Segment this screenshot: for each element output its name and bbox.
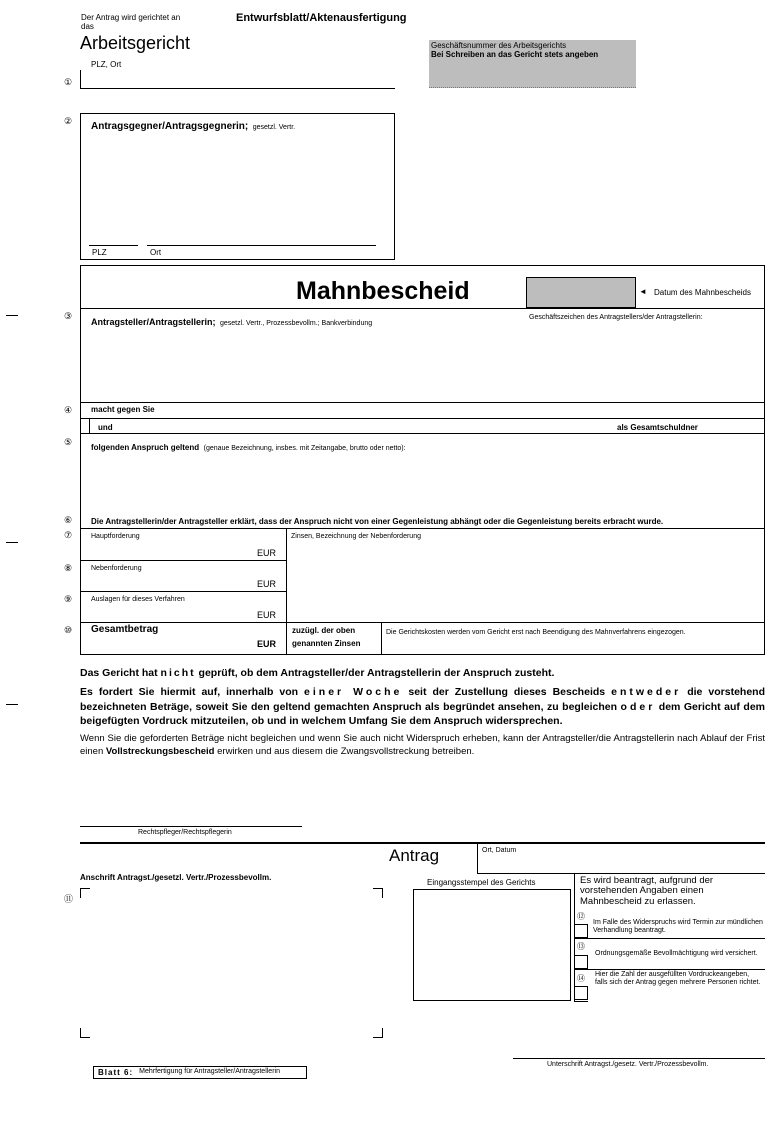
clerk-signature-line[interactable] bbox=[80, 826, 302, 827]
court-name: Arbeitsgericht bbox=[80, 33, 191, 53]
notice-paragraph-1 bbox=[80, 667, 765, 679]
option-oral-hearing: Im Falle des Widerspruchs wird Termin zur mündlichen Verhandlung beantragt. bbox=[593, 919, 763, 935]
circle-8: ⑧ bbox=[64, 563, 73, 573]
sheet-label-box bbox=[93, 1066, 307, 1079]
circle-10: ⑩ bbox=[64, 625, 73, 635]
request-text: Es wird beantragt, aufgrund der vorstehenden Angaben einen Mahnbescheid zu erlassen. bbox=[580, 875, 714, 907]
total-currency[interactable]: EUR bbox=[257, 639, 277, 649]
checkbox-form-count[interactable] bbox=[574, 986, 588, 1000]
mahnbescheid-date-label: Datum des Mahnbescheids bbox=[654, 288, 751, 297]
main-claim-label: Hauptforderung bbox=[91, 533, 140, 540]
applicant-title-row[interactable] bbox=[91, 312, 372, 330]
ancillary-claim-currency[interactable]: EUR bbox=[257, 579, 277, 589]
notice-p2-f: oder bbox=[620, 700, 656, 713]
clerk-signature-label: Rechtspfleger/Rechtspflegerin bbox=[138, 829, 232, 836]
circle-1: ① bbox=[64, 77, 73, 87]
joint-debtor-label: als Gesamtschuldner bbox=[617, 423, 698, 432]
antrag-title: Antrag bbox=[389, 846, 440, 865]
mahnbescheid-title: Mahnbescheid bbox=[296, 277, 470, 305]
applicant-reference-label: Geschäftszeichen des Antragstellers/der Antragstellerin: bbox=[529, 314, 703, 321]
stamp-label: Eingangsstempel des Gerichts bbox=[427, 878, 536, 887]
claim-note: (genaue Bezeichnung, insbes. mit Zeitangabe, brutto oder netto): bbox=[203, 445, 406, 452]
claim-title: folgenden Anspruch geltend bbox=[91, 443, 200, 452]
notice-p2-e: die vorstehend bezeichneten Beträge, soweit Sie den geltend gemachten Anspruch als begründet ansehen, zu begleichen bbox=[80, 686, 765, 713]
divider bbox=[574, 938, 765, 939]
court-costs-divider bbox=[381, 622, 382, 655]
circle-6: ⑥ bbox=[64, 515, 73, 525]
court-address-line[interactable] bbox=[80, 88, 395, 89]
corner-mark bbox=[80, 888, 90, 898]
circle-11: ⑪ bbox=[64, 894, 74, 904]
respondent-plz-label: PLZ bbox=[92, 248, 107, 257]
place-date-label[interactable]: Ort, Datum bbox=[482, 847, 517, 854]
applicant-signature-label: Unterschrift Antragst./gesetz. Vertr./Prozessbevollm. bbox=[547, 1061, 709, 1068]
main-claim-currency[interactable]: EUR bbox=[257, 548, 277, 558]
and-tick bbox=[89, 418, 90, 433]
corner-mark bbox=[80, 1028, 90, 1038]
notice-p2-g: dem Gericht auf dem beigefügten Vordruck mitzuteilen, ob und in welchem Umfang Sie dem Anspruch widersprechen. bbox=[80, 700, 766, 728]
circle-5: ⑤ bbox=[64, 437, 73, 447]
and-label: und bbox=[98, 423, 113, 432]
notice-p2-c: seit der Zustellung dieses Bescheids bbox=[402, 686, 612, 698]
sheet-description: Mehrfertigung für Antragsteller/Antragstellerin bbox=[139, 1068, 280, 1076]
notice-paragraph-2 bbox=[80, 685, 765, 729]
case-number-box[interactable] bbox=[429, 40, 636, 88]
plz-ort-label: PLZ, Ort bbox=[91, 60, 122, 69]
respondent-ort-label: Ort bbox=[150, 248, 162, 257]
corner-mark bbox=[373, 888, 383, 898]
respondent-title-row bbox=[91, 116, 295, 134]
circle-4: ④ bbox=[64, 405, 73, 415]
margin-tick bbox=[6, 704, 18, 705]
amount-column-divider bbox=[286, 528, 287, 655]
sheet-number: Blatt 6: bbox=[98, 1068, 134, 1077]
claims-against-label: macht gegen Sie bbox=[91, 405, 155, 414]
total-label: Gesamtbetrag bbox=[91, 624, 159, 635]
notice-p2-d: entweder bbox=[611, 686, 682, 698]
notice-p1-c: geprüft, ob dem Antragsteller/der Antragstellerin der Anspruch zusteht. bbox=[195, 667, 555, 679]
applicant-suffix: gesetzl. Vertr., Prozessbevollm.; Bankverbindung bbox=[219, 320, 373, 327]
plus-interest-1: zuzügl. der oben bbox=[292, 626, 356, 635]
divider bbox=[80, 433, 765, 434]
corner-mark bbox=[373, 1028, 383, 1038]
checkbox-authorization[interactable] bbox=[574, 955, 588, 969]
divider bbox=[80, 402, 765, 403]
option-authorization: Ordnungsgemäße Bevollmächtigung wird versichert. bbox=[595, 950, 758, 957]
divider bbox=[80, 622, 765, 623]
place-date-left bbox=[477, 843, 478, 873]
court-costs-note: Die Gerichtskosten werden vom Gericht erst nach Beendigung des Mahnverfahrens eingezogen. bbox=[386, 629, 686, 636]
costs-currency[interactable]: EUR bbox=[257, 610, 277, 620]
respondent-title: Antragsgegner/Antragsgegnerin; bbox=[91, 121, 249, 132]
respondent-suffix: gesetzl. Vertr. bbox=[252, 124, 296, 131]
divider bbox=[574, 1001, 588, 1002]
case-number-title: Geschäftsnummer des Arbeitsgerichts bbox=[431, 41, 567, 50]
place-date-bottom bbox=[477, 873, 765, 874]
circle-12: ⑫ bbox=[577, 912, 585, 921]
costs-label: Auslagen für dieses Verfahren bbox=[91, 596, 185, 603]
applicant-signature-line[interactable] bbox=[513, 1058, 765, 1059]
notice-p2-a: Es fordert Sie hiermit auf, innerhalb von bbox=[80, 686, 305, 698]
plus-interest-2: genannten Zinsen bbox=[292, 639, 361, 648]
circle-7: ⑦ bbox=[64, 530, 73, 540]
ancillary-claim-label: Nebenforderung bbox=[91, 565, 142, 572]
respondent-ort-line bbox=[147, 245, 376, 246]
divider bbox=[80, 418, 765, 419]
respondent-plz-line bbox=[89, 245, 138, 246]
divider bbox=[80, 591, 286, 592]
margin-tick bbox=[6, 542, 18, 543]
applicant-address-label: Anschrift Antragst./gesetzl. Vertr./Prozessbevollm. bbox=[80, 873, 272, 882]
divider bbox=[80, 528, 765, 529]
notice-p1-b: nicht bbox=[160, 667, 196, 679]
notice-p2-b: einer Woche bbox=[304, 686, 403, 698]
date-arrow-icon: ◄ bbox=[639, 287, 647, 296]
addressed-to-label: Der Antrag wird gerichtet an das bbox=[81, 13, 181, 32]
circle-2: ② bbox=[64, 116, 73, 126]
circle-3: ③ bbox=[64, 311, 73, 321]
checkbox-oral-hearing[interactable] bbox=[574, 924, 588, 938]
court-stamp-box bbox=[413, 889, 571, 1001]
applicant-title: Antragsteller/Antragstellerin; bbox=[91, 317, 216, 327]
divider bbox=[80, 308, 765, 309]
notice-paragraph-3 bbox=[80, 733, 765, 759]
option-form-count: Hier die Zahl der ausgefüllten Vordruckeangeben, falls sich der Antrag gegen mehrere Personen richtet. bbox=[595, 971, 761, 987]
applicant-address-area[interactable] bbox=[80, 888, 383, 1038]
divider bbox=[574, 969, 765, 970]
interest-label[interactable]: Zinsen, Bezeichnung der Nebenforderung bbox=[291, 533, 421, 540]
circle-14: ⑭ bbox=[577, 974, 585, 983]
notice-p3-b: Vollstreckungsbescheid bbox=[105, 745, 215, 757]
claim-title-row[interactable] bbox=[91, 437, 406, 455]
antrag-thick-rule bbox=[80, 842, 765, 844]
notice-p3-a: Wenn Sie die geforderten Beträge nicht begleichen und wenn Sie auch nicht Widerspruch erheben, kann der Antragsteller/die Antragstellerin nach Ablauf der Frist einen bbox=[80, 733, 765, 757]
circle-9: ⑨ bbox=[64, 594, 73, 604]
margin-tick bbox=[6, 315, 18, 316]
notice-p1-a: Das Gericht hat bbox=[80, 667, 161, 679]
circle-13: ⑬ bbox=[577, 942, 585, 951]
notice-p3-c: erwirken und aus diesem die Zwangsvollstreckung betreiben. bbox=[214, 745, 475, 757]
draft-label: Entwurfsblatt/Aktenausfertigung bbox=[236, 12, 407, 24]
mahnbescheid-date-box[interactable] bbox=[526, 277, 636, 308]
declaration-text: Die Antragstellerin/der Antragsteller erklärt, dass der Anspruch nicht von einer Gegenleistung abhängt oder die Gegenleistung bereits erbracht wurde. bbox=[91, 517, 664, 526]
divider bbox=[80, 560, 286, 561]
respondent-box[interactable] bbox=[80, 113, 395, 260]
case-number-note: Bei Schreiben an das Gericht stets angeben bbox=[431, 50, 599, 60]
court-address-tick bbox=[80, 70, 81, 88]
